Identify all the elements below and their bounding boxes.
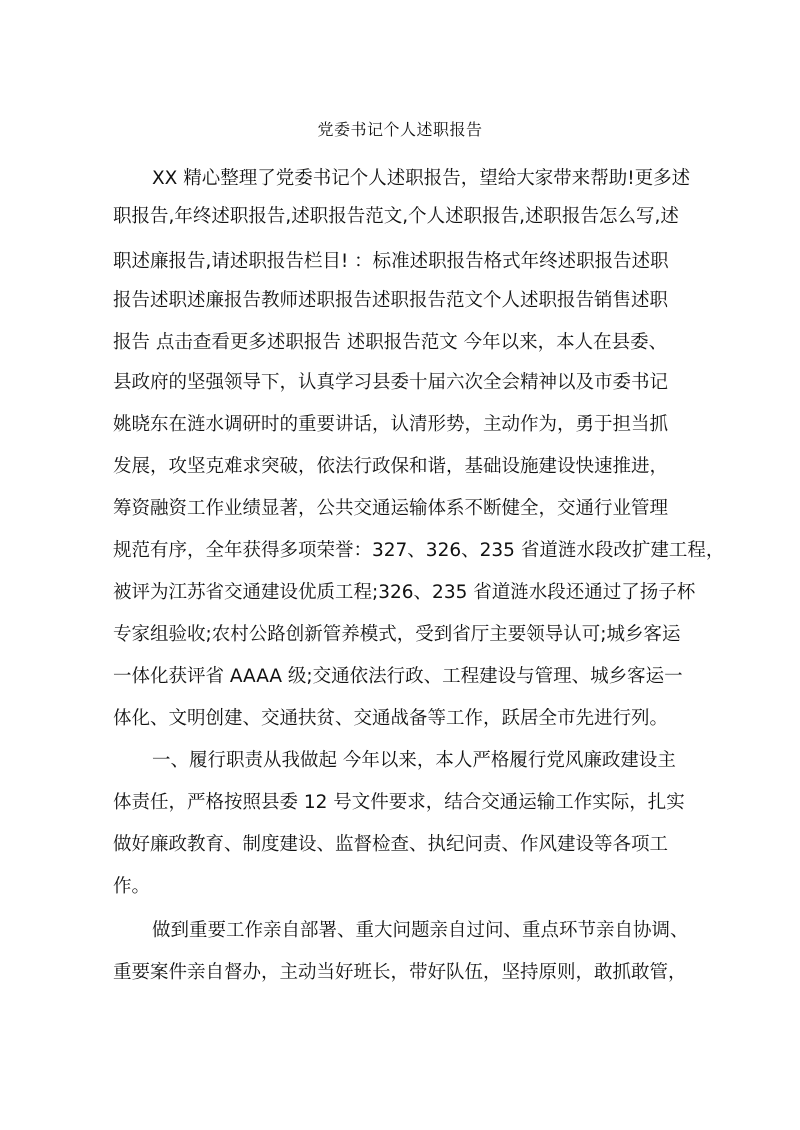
body-line: 报告述职述廉报告教师述职报告述职报告范文个人述职报告销售述职 xyxy=(113,290,669,311)
body-line: 专家组验收;农村公路创新管养模式，受到省厅主要领导认可;城乡客运 xyxy=(113,624,681,645)
body-line: 职述廉报告,请述职报告栏目! ：标准述职报告格式年终述职报告述职 xyxy=(113,251,669,272)
body-line: 姚晓东在涟水调研时的重要讲话，认清形势，主动作为，勇于担当抓 xyxy=(113,414,669,435)
document-title: 党委书记个人述职报告 xyxy=(317,120,483,139)
body-line: 筹资融资工作业绩显著，公共交通运输体系不断健全，交通行业管理 xyxy=(113,498,669,519)
body-line: 县政府的坚强领导下，认真学习县委十届六次全会精神以及市委书记 xyxy=(113,372,669,393)
body-line: 报告 点击查看更多述职报告 述职报告范文 今年以来，本人在县委、 xyxy=(113,332,668,353)
body-line: 被评为江苏省交通建设优质工程;326、235 省道涟水段还通过了扬子杯 xyxy=(113,582,696,603)
body-line: 做到重要工作亲自部署、重大问题亲自过问、重点环节亲自协调、 xyxy=(152,920,689,941)
body-line: 体化、文明创建、交通扶贫、交通战备等工作，跃居全市先进行列。 xyxy=(113,708,669,729)
body-line: 职报告,年终述职报告,述职报告范文,个人述职报告,述职报告怎么写,述 xyxy=(113,206,679,227)
body-line: 发展，攻坚克难求突破，依法行政保和谐，基础设施建设快速推进， xyxy=(113,456,669,477)
body-line: 一、履行职责从我做起 今年以来，本人严格履行党风廉政建设主 xyxy=(152,750,676,771)
body-line: 规范有序，全年获得多项荣誉：327、326、235 省道涟水段改扩建工程， xyxy=(113,540,725,561)
body-line: 重要案件亲自督办，主动当好班长，带好队伍，坚持原则，敢抓敢管， xyxy=(113,962,687,983)
body-line: 体责任，严格按照县委 12 号文件要求，结合交通运输工作实际，扎实 xyxy=(113,792,685,813)
body-line: 做好廉政教育、制度建设、监督检查、执纪问责、作风建设等各项工 xyxy=(113,834,669,855)
body-line: 一体化获评省 AAAA 级;交通依法行政、工程建设与管理、城乡客运一 xyxy=(113,666,683,687)
body-line: 作。 xyxy=(113,876,151,897)
body-line: XX 精心整理了党委书记个人述职报告，望给大家带来帮助!更多述 xyxy=(152,168,691,189)
